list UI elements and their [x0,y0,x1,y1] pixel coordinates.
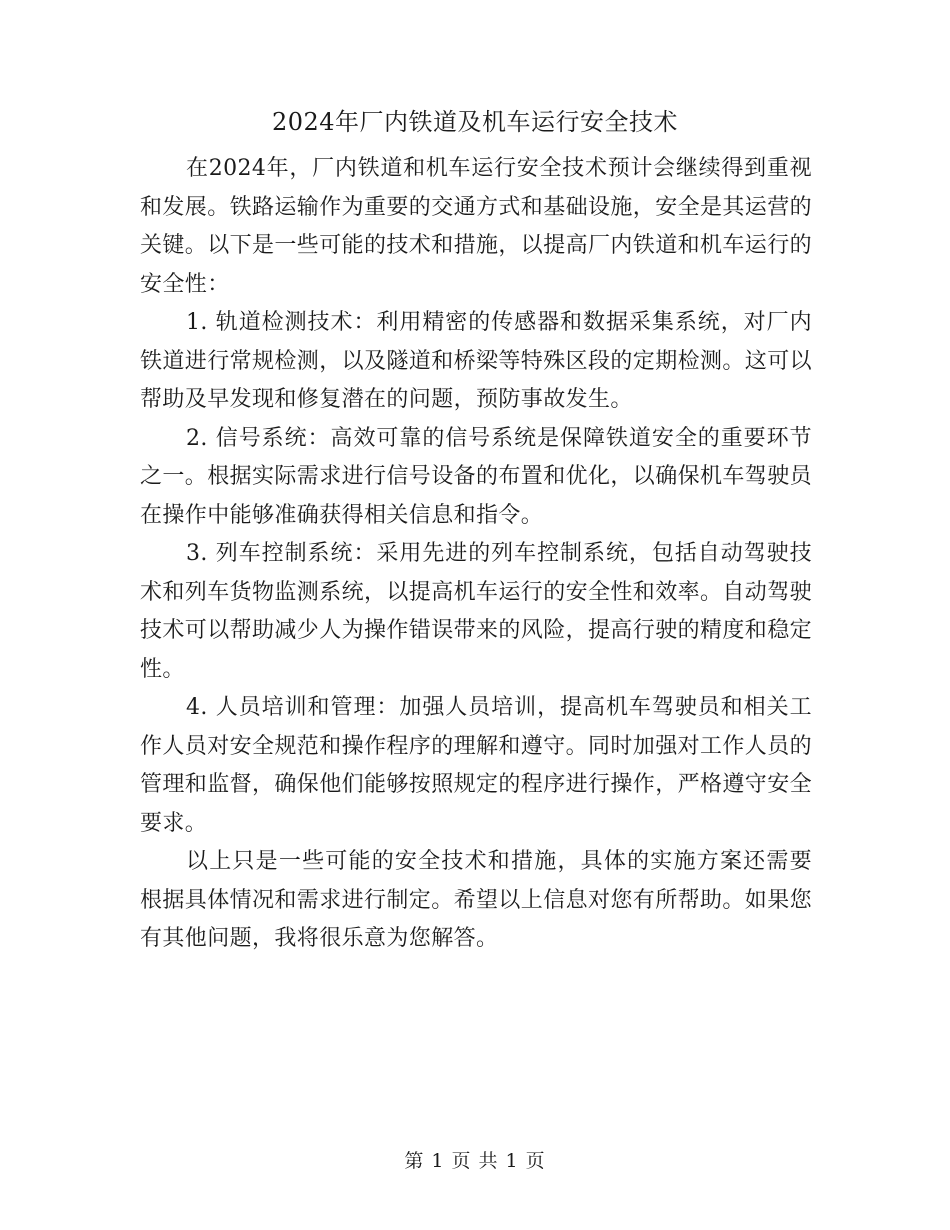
closing-paragraph: 以上只是一些可能的安全技术和措施，具体的实施方案还需要根据具体情况和需求进行制定。希望以上信息对您有所帮助。如果您有其他问题，我将很乐意为您解答。 [140,849,813,951]
document-title: 2024年厂内铁道及机车运行安全技术 [271,108,679,136]
document-body [140,150,812,959]
item-signal-system: 2. 信号系统：高效可靠的信号系统是保障铁道安全的重要环节之一。根据实际需求进行信号设备的布置和优化，以确保机车驾驶员在操作中能够准确获得相关信息和指令。 [140,425,813,528]
intro-paragraph: 在2024年，厂内铁道和机车运行安全技术预计会继续得到重视和发展。铁路运输作为重要的交通方式和基础设施，安全是其运营的关键。以下是一些可能的技术和措施，以提高厂内铁道和机车运行的安全性： [140,156,813,297]
item-staff-training: 4. 人员培训和管理：加强人员培训，提高机车驾驶员和相关工作人员对安全规范和操作程序的理解和遵守。同时加强对工作人员的管理和监督，确保他们能够按照规定的程序进行操作，严格遵守安全要求。 [140,695,813,836]
page-number-footer: 第 1 页 共 1 页 [404,1150,546,1172]
item-train-control: 3. 列车控制系统：采用先进的列车控制系统，包括自动驾驶技术和列车货物监测系统，以提高机车运行的安全性和效率。自动驾驶技术可以帮助减少人为操作错误带来的风险，提高行驶的精度和稳定性。 [140,541,813,682]
item-track-inspection: 1. 轨道检测技术：利用精密的传感器和数据采集系统，对厂内铁道进行常规检测，以及隧道和桥梁等特殊区段的定期检测。这可以帮助及早发现和修复潜在的问题，预防事故发生。 [140,310,813,412]
